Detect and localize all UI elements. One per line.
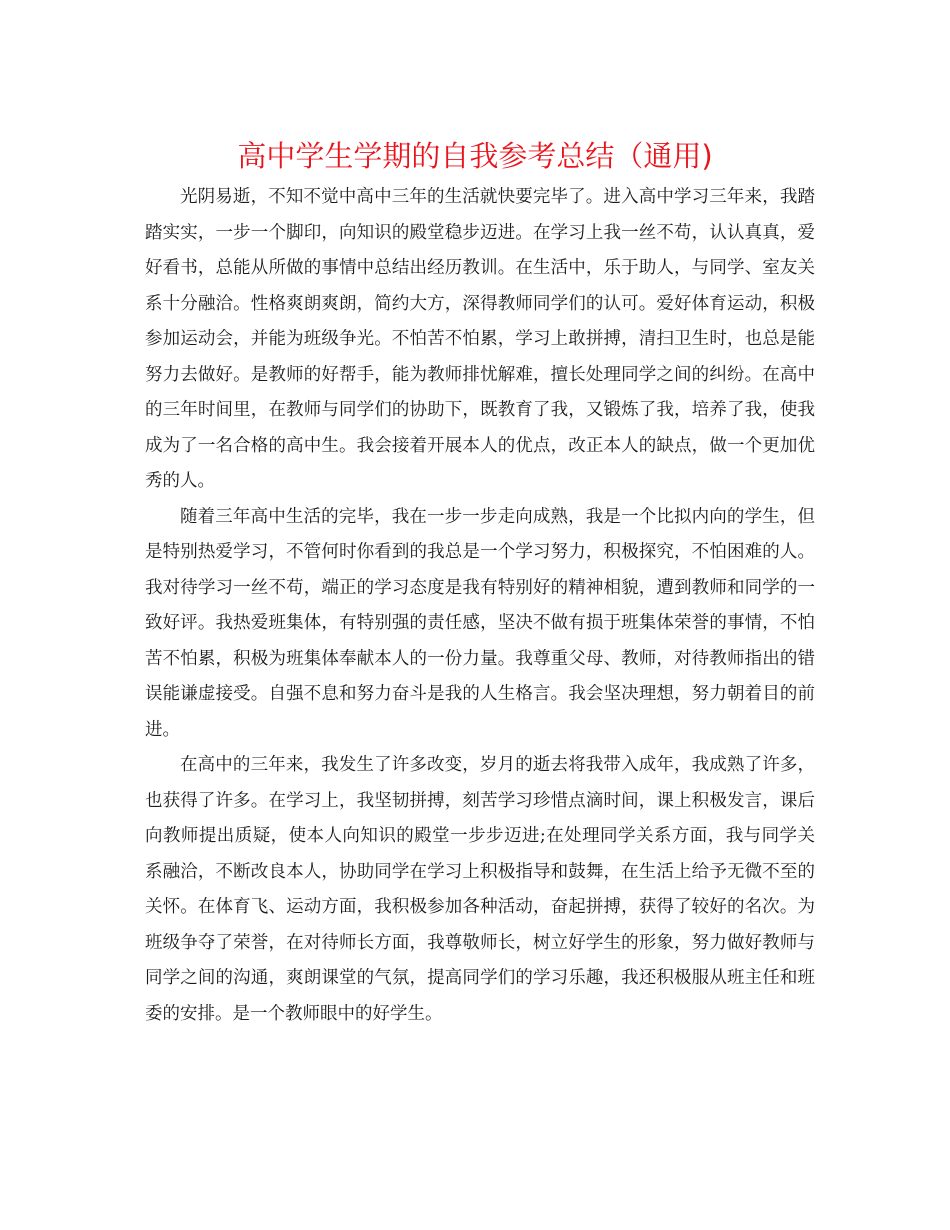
paragraph-3: 在高中的三年来，我发生了许多改变，岁月的逝去将我带入成年，我成熟了许多，也获得了许多。在学习上，我坚韧拼搏，刻苦学习珍惜点滴时间，课上积极发言，课后向教师提出质疑，使本人向知识的殿堂一步步迈进;在处理同学关系方面，我与同学关系融洽，不断改良本人，协助同学在学习上积极指导和鼓舞，在生活上给予无微不至的关怀。在体育飞、运动方面，我积极参加各种活动，奋起拼搏，获得了较好的名次。为班级争夺了荣誉，在对待师长方面，我尊敬师长，树立好学生的形象，努力做好教师与同学之间的沟通，爽朗课堂的气氛，提高同学们的学习乐趣，我还积极服从班主任和班委的安排。是一个教师眼中的好学生。	[145, 755, 815, 1024]
document-title: 高中学生学期的自我参考总结（通用)	[237, 139, 713, 173]
paragraph-1: 光阴易逝，不知不觉中高中三年的生活就快要完毕了。进入高中学习三年来，我踏踏实实，一步一个脚印，向知识的殿堂稳步迈进。在学习上我一丝不苟，认认真真，爱好看书，总能从所做的事情中总结出经历教训。在生活中，乐于助人，与同学、室友关系十分融洽。性格爽朗爽朗，简约大方，深得教师同学们的认可。爱好体育运动，积极参加运动会，并能为班级争光。不怕苦不怕累，学习上敢拼搏，清扫卫生时，也总是能努力去做好。是教师的好帮手，能为教师排忧解难，擅长处理同学之间的纠纷。在高中的三年时间里，在教师与同学们的协助下，既教育了我，又锻炼了我，培养了我，使我成为了一名合格的高中生。我会接着开展本人的优点，改正本人的缺点，做一个更加优秀的人。	[145, 187, 815, 491]
document-body	[145, 180, 815, 1032]
paragraph-2: 随着三年高中生活的完毕，我在一步一步走向成熟，我是一个比拟内向的学生，但是特别热爱学习，不管何时你看到的我总是一个学习努力，积极探究，不怕困难的人。我对待学习一丝不苟，端正的学习态度是我有特别好的精神相貌，遭到教师和同学的一致好评。我热爱班集体，有特别强的责任感，坚决不做有损于班集体荣誉的事情，不怕苦不怕累，积极为班集体奉献本人的一份力量。我尊重父母、教师，对待教师指出的错误能谦虚接受。自强不息和努力奋斗是我的人生格言。我会坚决理想，努力朝着目的前进。	[145, 506, 815, 740]
